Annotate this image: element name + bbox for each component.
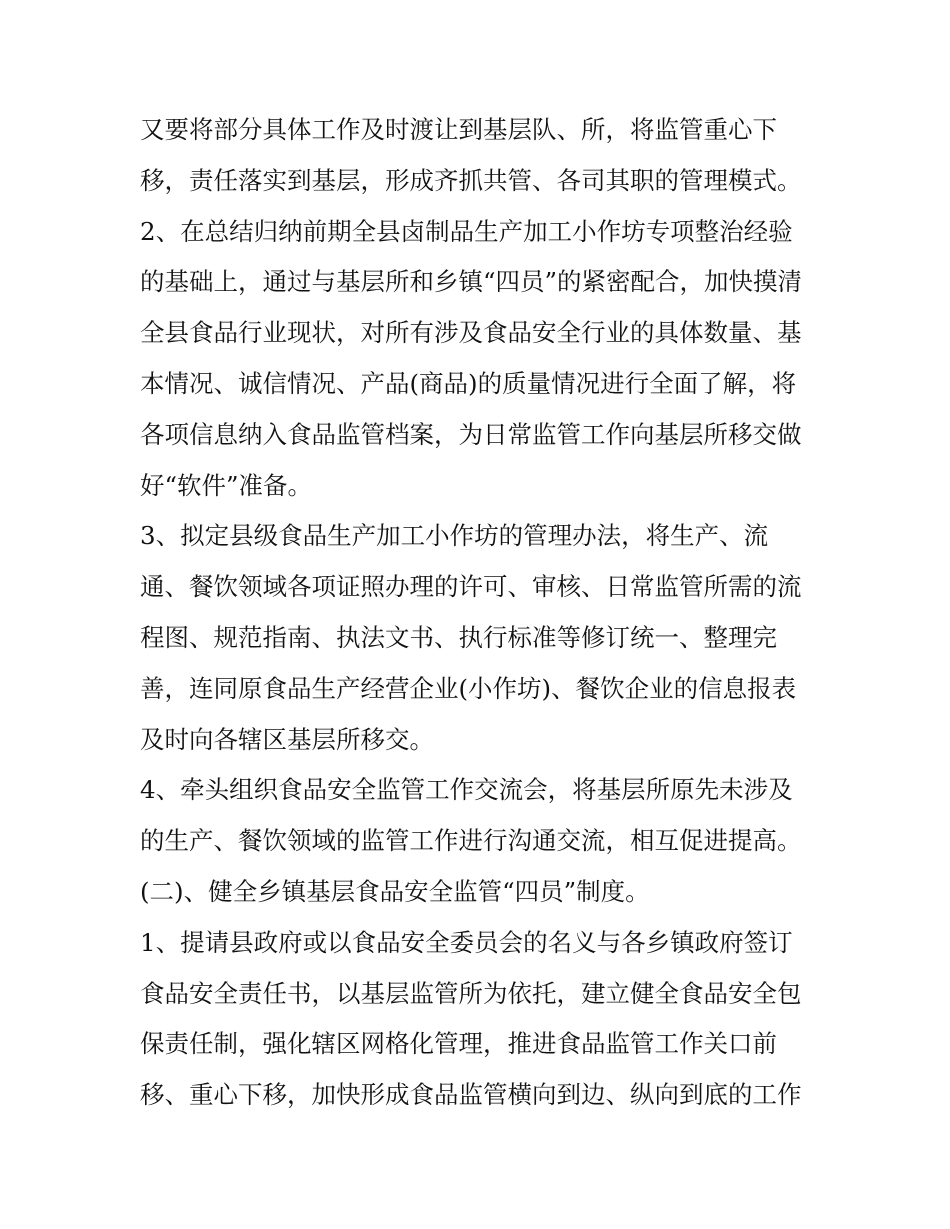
text-line: 4、牵头组织食品安全监管工作交流会，将基层所原先未涉及 — [140, 775, 793, 805]
text-line: 各项信息纳入食品监管档案，为日常监管工作向基层所移交做 — [140, 419, 802, 449]
text-line: 移、重心下移，加快形成食品监管横向到边、纵向到底的工作 — [140, 1080, 802, 1110]
text-line: 及时向各辖区基层所移交。 — [140, 724, 434, 754]
text-line: 的基础上，通过与基层所和乡镇“四员”的紧密配合，加快摸清 — [140, 267, 803, 297]
section-heading: (二)、健全乡镇基层食品安全监管“四员”制度。 — [140, 876, 650, 906]
text-line: 移，责任落实到基层，形成齐抓共管、各司其职的管理模式。 — [140, 165, 802, 195]
text-line: 又要将部分具体工作及时渡让到基层队、所，将监管重心下 — [140, 115, 777, 144]
text-line: 的生产、餐饮领域的监管工作进行沟通交流，相互促进提高。 — [140, 826, 802, 856]
document-body — [140, 105, 830, 1121]
text-line: 本情况、诚信情况、产品(商品)的质量情况进行全面了解，将 — [140, 368, 797, 398]
text-line: 程图、规范指南、执法文书、执行标准等修订统一、整理完 — [140, 622, 777, 652]
text-line: 通、餐饮领域各项证照办理的许可、审核、日常监管所需的流 — [140, 572, 802, 602]
text-line: 好“软件”准备。 — [140, 470, 313, 500]
text-line: 保责任制，强化辖区网格化管理，推进食品监管工作关口前 — [140, 1029, 777, 1059]
text-line: 全县食品行业现状，对所有涉及食品安全行业的具体数量、基 — [140, 318, 802, 348]
text-line: 1、提请县政府或以食品安全委员会的名义与各乡镇政府签订 — [140, 927, 793, 957]
text-line: 2、在总结归纳前期全县卤制品生产加工小作坊专项整治经验 — [140, 216, 793, 246]
text-line: 善，连同原食品生产经营企业(小作坊)、餐饮企业的信息报表 — [140, 673, 797, 703]
text-line: 食品安全责任书，以基层监管所为依托，建立健全食品安全包 — [140, 978, 802, 1008]
text-line: 3、拟定县级食品生产加工小作坊的管理办法，将生产、流 — [140, 521, 769, 551]
